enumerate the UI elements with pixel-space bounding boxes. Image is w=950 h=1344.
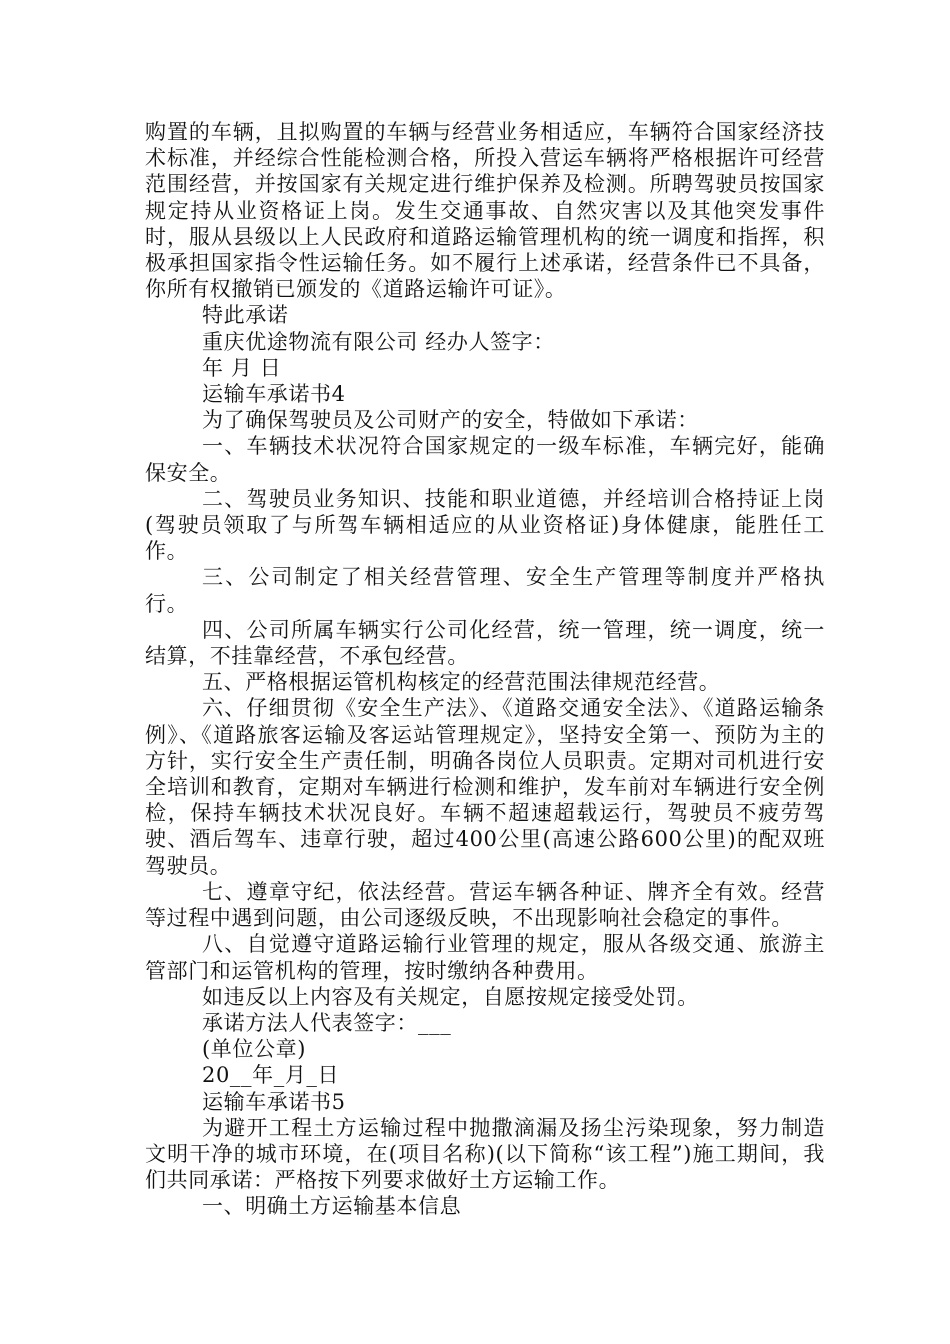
paragraph-item-8: 八、自觉遵守道路运输行业管理的规定，服从各级交通、旅游主管部门和运管机构的管理，按时缴纳各种费用。: [145, 932, 825, 983]
paragraph-item-1: 一、车辆技术状况符合国家规定的一级车标准，车辆完好，能确保安全。: [145, 434, 825, 485]
company-seal-line: (单位公章): [202, 1037, 306, 1062]
paragraph-item-6: 六、仔细贯彻《安全生产法》、《道路交通安全法》、《道路运输条例》、《道路旅客运输及客运站管理规定》，坚持安全第一、预防为主的方针，实行安全生产责任制，明确各岗位人员职责。定期对司机进行安全培训和教育，定期对车辆进行检测和维护，发车前对车辆进行安全例检，保持车辆技术状况良好。车辆不超速超载运行，驾驶员不疲劳驾驶、酒后驾车、违章行驶，超过400公里(高速公路600公里)的配双班驾驶员。: [145, 696, 825, 878]
paragraph-item-5-1: 一、明确土方运输基本信息: [202, 1194, 462, 1219]
paragraph-item-3: 三、公司制定了相关经营管理、安全生产管理等制度并严格执行。: [145, 565, 825, 616]
paragraph-item-4: 四、公司所属车辆实行公司化经营，统一管理，统一调度，统一结算，不挂靠经营，不承包经营。: [145, 617, 825, 669]
paragraph-item-7: 七、遵章守纪，依法经营。营运车辆各种证、牌齐全有效。经营等过程中遇到问题，由公司逐级反映，不出现影响社会稳定的事件。: [145, 879, 825, 931]
document-body: [145, 119, 825, 1220]
paragraph-item-2: 二、驾驶员业务知识、技能和职业道德，并经培训合格持证上岗(驾驶员领取了与所驾车辆相适应的从业资格证)身体健康，能胜任工作。: [145, 486, 825, 564]
closing-statement: 特此承诺: [202, 303, 289, 328]
penalty-statement: 如违反以上内容及有关规定，自愿按规定接受处罚。: [202, 984, 699, 1009]
paragraph-intro-4: 为了确保驾驶员及公司财产的安全，特做如下承诺：: [202, 408, 699, 433]
paragraph-intro-5: 为避开工程土方运输过程中抛撒滴漏及扬尘污染现象，努力制造文明干净的城市环境，在(项目名称)(以下简称“该工程”)施工期间，我们共同承诺：严格按下列要求做好土方运输工作。: [145, 1115, 825, 1193]
section-title-4: 运输车承诺书4: [202, 382, 346, 407]
date-line-2: 20__年_月_日: [202, 1063, 340, 1088]
paragraph-item-5: 五、严格根据运管机构核定的经营范围法律规范经营。: [202, 670, 721, 695]
paragraph-vehicle-commitment: 购置的车辆，且拟购置的车辆与经营业务相适应，车辆符合国家经济技术标准，并经综合性能检测合格，所投入营运车辆将严格根据许可经营范围经营，并按国家有关规定进行维护保养及检测。所聘驾驶员按国家规定持从业资格证上岗。发生交通事故、自然灾害以及其他突发事件时，服从县级以上人民政府和道路运输管理机构的统一调度和指挥，积极承担国家指令性运输任务。如不履行上述承诺，经营条件已不具备，你所有权撤销已颁发的《道路运输许可证》。: [145, 120, 825, 302]
date-line: 年 月 日: [202, 355, 282, 380]
legal-rep-signature-line: 承诺方法人代表签字：___: [202, 1010, 452, 1035]
section-title-5: 运输车承诺书5: [202, 1089, 346, 1114]
company-signature-line: 重庆优途物流有限公司 经办人签字：: [202, 329, 555, 354]
